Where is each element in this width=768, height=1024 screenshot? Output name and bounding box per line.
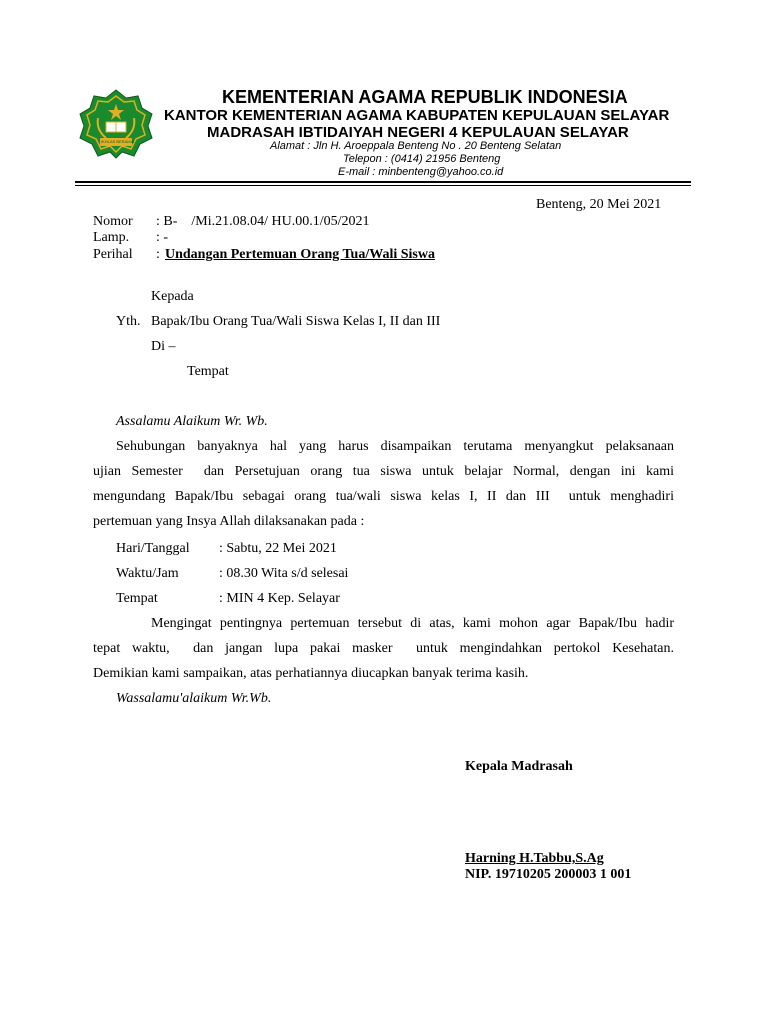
schedule-label-day: Hari/Tanggal <box>116 541 190 556</box>
letterhead-rule-thin <box>75 185 691 186</box>
letterhead-phone: Telepon : (0414) 21956 Benteng <box>343 153 501 165</box>
recipient-kepada: Kepada <box>151 289 194 304</box>
signer-name: Harning H.Tabbu,S.Ag <box>465 851 604 866</box>
schedule-value-time: : 08.30 Wita s/d selesai <box>219 566 349 581</box>
letterhead-address: Alamat : Jln H. Aroeppala Benteng No . 20 Benteng Selatan <box>270 140 562 152</box>
meta-label-perihal: Perihal <box>93 247 133 262</box>
letterhead-school: MADRASAH IBTIDAIYAH NEGERI 4 KEPULAUAN SELAYAR <box>207 124 629 141</box>
place-date: Benteng, 20 Mei 2021 <box>536 197 662 212</box>
body-paragraph-line: pertemuan yang Insya Allah dilaksanakan pada : <box>93 514 365 529</box>
signer-title: Kepala Madrasah <box>465 759 573 774</box>
schedule-value-place: : MIN 4 Kep. Selayar <box>219 591 340 606</box>
meta-colon-perihal: : <box>156 247 160 262</box>
body-paragraph-line: tepat waktu, dan jangan lupa pakai masker untuk mengindahkan pertokol Kesehatan. <box>93 641 674 656</box>
body-paragraph-line: mengundang Bapak/Ibu sebagai orang tua/wali siswa kelas I, II dan III untuk menghadiri <box>93 489 674 504</box>
recipient-di: Di – <box>151 339 176 354</box>
meta-label-lamp: Lamp. <box>93 230 130 245</box>
schedule-value-day: : Sabtu, 22 Mei 2021 <box>219 541 337 556</box>
meta-value-lamp: : - <box>156 230 169 245</box>
recipient-yth-value: Bapak/Ibu Orang Tua/Wali Siswa Kelas I, II dan III <box>151 314 441 329</box>
logo-caption: IKHLAS BERAMAL <box>101 139 136 144</box>
schedule-label-place: Tempat <box>116 591 158 606</box>
body-paragraph-line: Demikian kami sampaikan, atas perhatiannya diucapkan banyak terima kasih. <box>93 666 529 681</box>
schedule-label-time: Waktu/Jam <box>116 566 179 581</box>
recipient-tempat: Tempat <box>187 364 229 379</box>
letterhead-email: E-mail : minbenteng@yahoo.co.id <box>338 166 504 178</box>
body-paragraph-line: Mengingat pentingnya pertemuan tersebut di atas, kami mohon agar Bapak/Ibu hadir <box>151 616 674 631</box>
body-paragraph-line: ujian Semester dan Persetujuan orang tua siswa untuk belajar Normal, dengan ini kami <box>93 464 674 479</box>
closing-salam: Wassalamu'alaikum Wr.Wb. <box>116 691 272 706</box>
ministry-logo <box>76 88 156 160</box>
meta-label-nomor: Nomor <box>93 214 133 229</box>
meta-value-nomor: : B- /Mi.21.08.04/ HU.00.1/05/2021 <box>156 214 370 229</box>
recipient-yth-label: Yth. <box>116 314 141 329</box>
body-paragraph-line: Sehubungan banyaknya hal yang harus disampaikan terutama menyangkut pelaksanaan <box>116 439 674 454</box>
letterhead-office: KANTOR KEMENTERIAN AGAMA KABUPATEN KEPULAUAN SELAYAR <box>164 107 670 124</box>
letterhead-title: KEMENTERIAN AGAMA REPUBLIK INDONESIA <box>222 87 628 107</box>
greeting: Assalamu Alaikum Wr. Wb. <box>116 414 268 429</box>
meta-value-perihal: Undangan Pertemuan Orang Tua/Wali Siswa <box>165 247 435 262</box>
signer-nip: NIP. 19710205 200003 1 001 <box>465 867 632 882</box>
letterhead-rule <box>75 181 691 183</box>
